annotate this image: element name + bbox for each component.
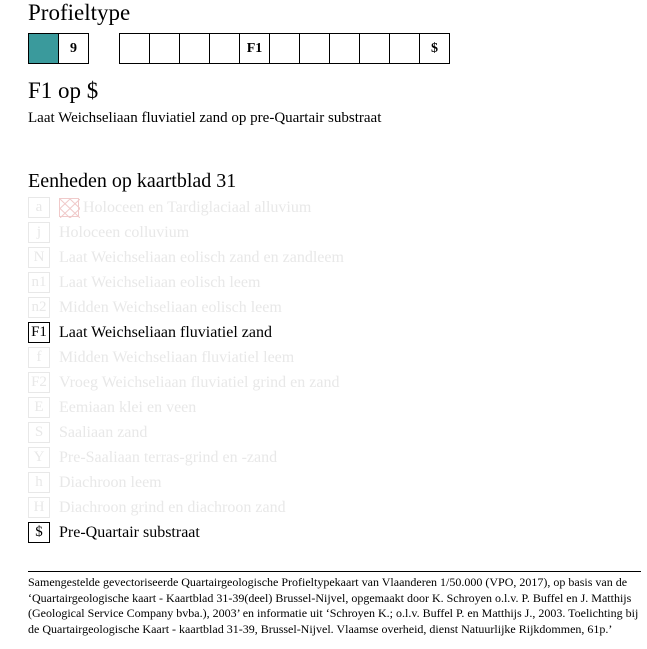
unit-item xyxy=(28,420,344,445)
unit-item xyxy=(28,295,344,320)
unit-code: n1 xyxy=(28,272,50,293)
unit-code: a xyxy=(28,197,50,218)
unit-code: H xyxy=(28,497,50,518)
unit-label: Laat Weichseliaan eolisch leem xyxy=(59,273,261,291)
profile-cell xyxy=(299,33,330,64)
unit-item xyxy=(28,520,344,545)
profile-cell: 9 xyxy=(58,33,89,64)
divider xyxy=(28,571,641,572)
unit-code: h xyxy=(28,472,50,493)
unit-label: Holoceen colluvium xyxy=(59,223,190,241)
unit-item xyxy=(28,320,344,345)
profile-description: Laat Weichseliaan fluviatiel zand op pre-Quartair substraat xyxy=(28,110,382,126)
profile-cell xyxy=(329,33,360,64)
source-text: Samengestelde gevectoriseerde Quartairgeologische Profieltypekaart van Vlaanderen 1/50.000 (VPO, 2017), op basis van de ‘Quartairgeologische kaart - Kaartblad 31-39(deel) Brussel-Nijvel, opgemaakt door K. Schroyen o.l.v. P. Buffel en J. Matthijs (Geological Service Company bvba.), 2003’ en informatie uit ‘Schroyen K.; o.l.v. Buffel P. en Matthijs J., 2003. Toelichting bij de Quartairgeologische Kaart - kaartblad 31-39, Brussel-Nijvel. Vlaamse overheid, dienst Natuurlijke Rijkdommen, 61p.’ xyxy=(28,575,639,636)
unit-item xyxy=(28,220,344,245)
unit-code: Y xyxy=(28,447,50,468)
unit-code: f xyxy=(28,347,50,368)
profile-cell xyxy=(28,33,59,64)
unit-code: E xyxy=(28,397,50,418)
unit-code: F1 xyxy=(28,322,50,343)
profile-code-heading: F1 op $ xyxy=(28,78,99,103)
profile-cell: $ xyxy=(419,33,450,64)
unit-code: $ xyxy=(28,522,50,543)
unit-item xyxy=(28,470,344,495)
unit-label: Pre-Saaliaan terras-grind en -zand xyxy=(59,448,278,466)
unit-item xyxy=(28,395,344,420)
unit-code: F2 xyxy=(28,372,50,393)
unit-item xyxy=(28,370,344,395)
unit-item xyxy=(28,270,344,295)
unit-label: Saaliaan zand xyxy=(59,423,148,441)
unit-label: Eemiaan klei en veen xyxy=(59,398,197,416)
unit-code: j xyxy=(28,222,50,243)
unit-code: N xyxy=(28,247,50,268)
unit-label: Pre-Quartair substraat xyxy=(59,523,200,541)
unit-label: Holoceen en Tardiglaciaal alluvium xyxy=(83,198,312,216)
units-list xyxy=(28,195,344,545)
unit-label: Laat Weichseliaan fluviatiel zand xyxy=(59,323,272,341)
profile-strip-gap xyxy=(89,33,119,63)
unit-item xyxy=(28,245,344,270)
unit-code: n2 xyxy=(28,297,50,318)
profile-cell xyxy=(269,33,300,64)
unit-item xyxy=(28,445,344,470)
unit-label: Midden Weichseliaan eolisch leem xyxy=(59,298,282,316)
profile-cell xyxy=(209,33,240,64)
page-title: Profieltype xyxy=(28,0,131,25)
profile-cell xyxy=(119,33,150,64)
unit-label: Laat Weichseliaan eolisch zand en zandleem xyxy=(59,248,344,266)
unit-label: Diachroon grind en diachroon zand xyxy=(59,498,286,516)
unit-label: Diachroon leem xyxy=(59,473,162,491)
units-heading: Eenheden op kaartblad 31 xyxy=(28,170,237,192)
profile-cell xyxy=(359,33,390,64)
unit-label: Vroeg Weichseliaan fluviatiel grind en zand xyxy=(59,373,340,391)
unit-item xyxy=(28,195,344,220)
profile-strip xyxy=(28,33,450,63)
profile-cell xyxy=(179,33,210,64)
unit-item xyxy=(28,495,344,520)
profile-cell xyxy=(149,33,180,64)
profile-cell xyxy=(389,33,420,64)
unit-code: S xyxy=(28,422,50,443)
alluvium-pattern-icon xyxy=(59,198,79,217)
profile-cell: F1 xyxy=(239,33,270,64)
unit-item xyxy=(28,345,344,370)
unit-label: Midden Weichseliaan fluviatiel leem xyxy=(59,348,295,366)
